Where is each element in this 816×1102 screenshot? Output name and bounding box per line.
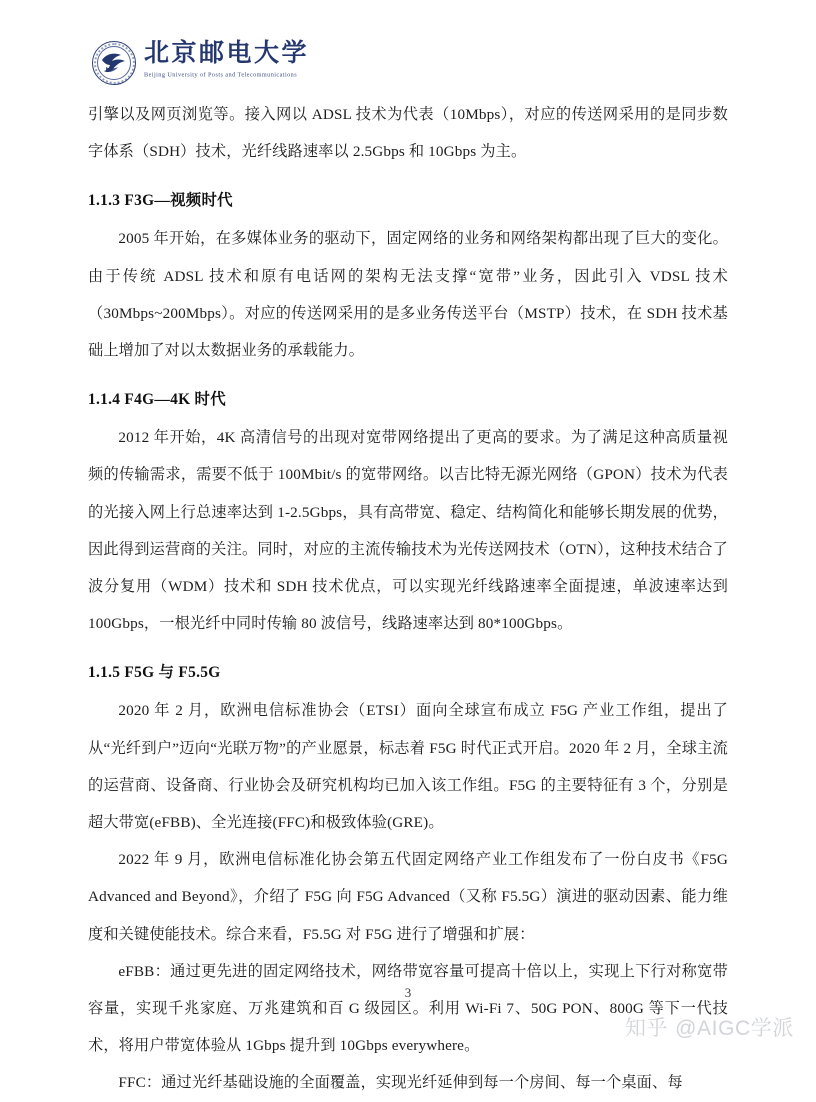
section-heading-1-1-4: 1.1.4 F4G—4K 时代 — [88, 391, 226, 409]
section-heading-1-1-3: 1.1.3 F3G—视频时代 — [88, 192, 233, 210]
paragraph-efbb: eFBB：通过更先进的固定网络技术，网络带宽容量可提高十倍以上，实现上下行对称宽带容量，实现千兆家庭、万兆建筑和百 G 级园区。利用 Wi-Fi 7、50G PON、800G 等下一代技术，将用户带宽体验从 1Gbps 提升到 10Gbps everywhere。 — [88, 962, 728, 1055]
watermark-platform: 知乎 — [624, 1017, 669, 1040]
dove-icon — [100, 50, 128, 76]
university-name-block — [144, 40, 309, 78]
paragraph: 2022 年 9 月，欧洲电信标准化协会第五代固定网络产业工作组发布了一份白皮书《F5G Advanced and Beyond》，介绍了 F5G 向 F5G Advanced（又称 F5.5G）演进的驱动因素、能力维度和关键使能技术。综合来看，F5.5G 对 F5G 进行了增强和扩展： — [88, 851, 728, 943]
paragraph: 2005 年开始，在多媒体业务的驱动下，固定网络的业务和网络架构都出现了巨大的变化。由于传统 ADSL 技术和原有电话网的架构无法支撑“宽带”业务，因此引入 VDSL 技术（30Mbps~200Mbps）。对应的传送网采用的是多业务传送平台（MSTP）技术，在 SDH 技术基础上增加了对以太数据业务的承载能力。 — [88, 230, 728, 360]
paragraph-ffc: FFC：通过光纤基础设施的全面覆盖，实现光纤延伸到每一个房间、每一个桌面、每 — [118, 1074, 683, 1092]
university-name-en: Beijing University of Posts and Telecommunications — [144, 71, 298, 79]
paragraph: 2012 年开始，4K 高清信号的出现对宽带网络提出了更高的要求。为了满足这种高质量视频的传输需求，需要不低于 100Mbit/s 的宽带网络。以吉比特无源光网络（GPON）技术为代表的光接入网上行总速率达到 1-2.5Gbps，具有高带宽、稳定、结构简化和能够长期发展的优势，因此得到运营商的关注。同时，对应的主流传输技术为光传送网技术（OTN），这种技术结合了波分复用（WDM）技术和 SDH 技术优点，可以实现光纤线路速率全面提速，单波速率达到 100Gbps，一根光纤中同时传输 80 波信号，线路速率达到 80*100Gbps。 — [88, 429, 728, 633]
page-number: 3 — [404, 985, 412, 1000]
paragraph: 2020 年 2 月，欧洲电信标准协会（ETSI）面向全球宣布成立 F5G 产业工作组，提出了从“光纤到户”迈向“光联万物”的产业愿景，标志着 F5G 时代正式开启。2020 年 2 月，全球主流的运营商、设备商、行业协会及研究机构均已加入该工作组。F5G 的主要特征有 3 个，分别是超大带宽(eFBB)、全光连接(FFC)和极致体验(GRE)。 — [88, 702, 728, 832]
section-heading-1-1-5: 1.1.5 F5G 与 F5.5G — [88, 664, 221, 682]
paragraph: 引擎以及网页浏览等。接入网以 ADSL 技术为代表（10Mbps），对应的传送网采用的是同步数字体系（SDH）技术，光纤线路速率以 2.5Gbps 和 10Gbps 为主。 — [88, 106, 728, 161]
university-name-cn: 北京邮电大学 — [144, 40, 310, 67]
document-body — [88, 96, 728, 1102]
university-logo — [92, 40, 309, 85]
watermark — [625, 1012, 794, 1042]
watermark-handle: @AIGC学派 — [675, 1017, 794, 1040]
university-seal-icon — [92, 41, 136, 85]
